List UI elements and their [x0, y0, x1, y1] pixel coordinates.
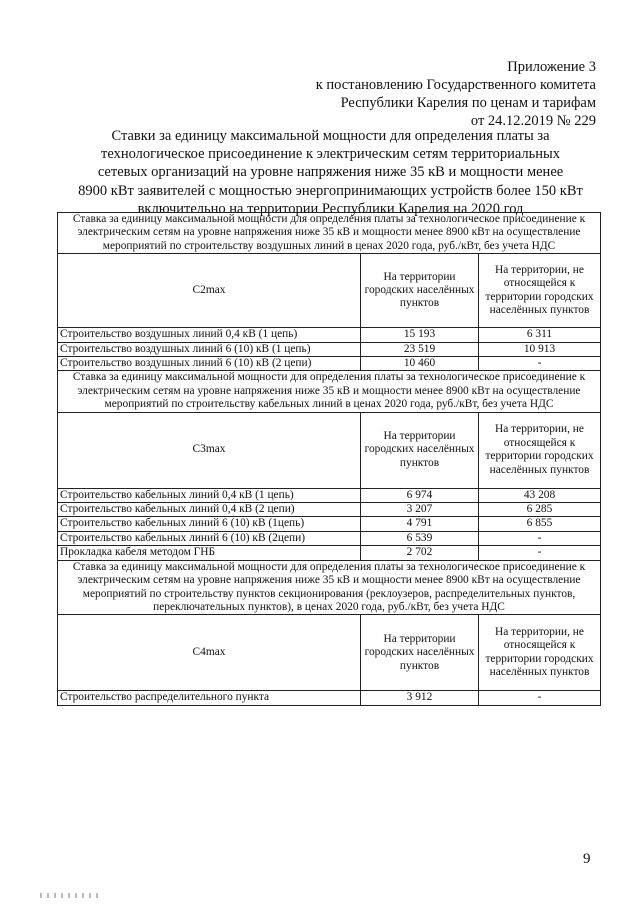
urban-value: 2 702 [361, 546, 479, 560]
appendix-line: Приложение 3 [507, 59, 596, 75]
section-caption-row [58, 213, 601, 254]
column-header-nonurban: На территории, не относящейся к территории городских населённых пунктов [479, 615, 601, 691]
section-caption-row [58, 560, 601, 615]
urban-value: 15 193 [361, 328, 479, 342]
row-name: Строительство кабельных линий 6 (10) кВ (1цепь) [58, 517, 361, 531]
column-header-urban: На территории городских населённых пунктов [361, 254, 479, 328]
nonurban-value: - [479, 357, 601, 371]
scan-artifact [40, 893, 100, 898]
urban-value: 6 974 [361, 488, 479, 502]
column-header-nonurban: На территории, не относящейся к территории городских населённых пунктов [479, 412, 601, 488]
column-header-urban: На территории городских населённых пунктов [361, 615, 479, 691]
table-row [58, 488, 601, 502]
section-caption-row [58, 371, 601, 412]
table-row [58, 546, 601, 560]
appendix-block [236, 58, 596, 130]
nonurban-value: 6 855 [479, 517, 601, 531]
appendix-line: от 24.12.2019 № 229 [470, 113, 596, 129]
title-line: технологическое присоединение к электрическим сетям территориальных [100, 146, 561, 163]
row-name: Строительство воздушных линий 6 (10) кВ (1 цепь) [58, 342, 361, 356]
row-name: Строительство распределительного пункта [58, 691, 361, 705]
table-row [58, 342, 601, 356]
row-name: Строительство воздушных линий 0,4 кВ (1 цепь) [58, 328, 361, 342]
nonurban-value: 43 208 [479, 488, 601, 502]
urban-value: 4 791 [361, 517, 479, 531]
nonurban-value: 10 913 [479, 342, 601, 356]
table-row [58, 531, 601, 545]
row-name: Строительство воздушных линий 6 (10) кВ (2 цепи) [58, 357, 361, 371]
table-row [58, 691, 601, 705]
rate-code: C3max [58, 412, 361, 488]
urban-value: 3 912 [361, 691, 479, 705]
column-header-row [58, 254, 601, 328]
title-line: сетевых организаций на уровне напряжения ниже 35 кВ и мощности менее [97, 164, 564, 181]
column-header-row [58, 412, 601, 488]
title-line: Ставки за единицу максимальной мощности для определения платы за [111, 128, 550, 144]
urban-value: 23 519 [361, 342, 479, 356]
section-caption: Ставка за единицу максимальной мощности для определения платы за технологическое присоединение к электрическим сетям на уровне напряжения ниже 35 кВ и мощности менее 8900 кВт на осуществление мероприятий по строительству воздушных линий в ценах 2020 года, руб./кВт, без учета НДС [58, 213, 601, 254]
section-caption: Ставка за единицу максимальной мощности для определения платы за технологическое присоединение к электрическим сетям на уровне напряжения ниже 35 кВ и мощности менее 8900 кВт на осуществление мероприятий по строительству кабельных линий в ценах 2020 года, руб./кВт, без учета НДС [58, 371, 601, 412]
rate-code: C4max [58, 615, 361, 691]
table-row [58, 328, 601, 342]
document-title [58, 127, 603, 218]
nonurban-value: 6 285 [479, 503, 601, 517]
rate-code: C2max [58, 254, 361, 328]
column-header-nonurban: На территории, не относящейся к территории городских населённых пунктов [479, 254, 601, 328]
section-caption: Ставка за единицу максимальной мощности для определения платы за технологическое присоединение к электрическим сетям на уровне напряжения ниже 35 кВ и мощности менее 8900 кВт на осуществление мероприятий по строительству пунктов секционирования (реклоузеров, распределительных пунктов, переключательных пунктов), в ценах 2020 года, руб./кВт, без учета НДС [58, 560, 601, 615]
nonurban-value: 6 311 [479, 328, 601, 342]
urban-value: 10 460 [361, 357, 479, 371]
row-name: Строительство кабельных линий 0,4 кВ (2 цепи) [58, 503, 361, 517]
page-number: 9 [583, 851, 591, 867]
column-header-urban: На территории городских населённых пунктов [361, 412, 479, 488]
title-line: 8900 кВт заявителей с мощностью энергопринимающих устройств более 150 кВт [78, 182, 583, 199]
table-row [58, 357, 601, 371]
urban-value: 6 539 [361, 531, 479, 545]
urban-value: 3 207 [361, 503, 479, 517]
row-name: Строительство кабельных линий 0,4 кВ (1 цепь) [58, 488, 361, 502]
nonurban-value: - [479, 531, 601, 545]
table-row [58, 517, 601, 531]
row-name: Прокладка кабеля методом ГНБ [58, 546, 361, 560]
nonurban-value: - [479, 691, 601, 705]
table-row [58, 503, 601, 517]
column-header-row [58, 615, 601, 691]
nonurban-value: - [479, 546, 601, 560]
title-line: включительно на территории Республики Карелия на 2020 год [137, 200, 524, 217]
appendix-line: Республики Карелия по ценам и тарифам [340, 95, 596, 111]
rates-table [57, 212, 601, 706]
row-name: Строительство кабельных линий 6 (10) кВ (2цепи) [58, 531, 361, 545]
appendix-line: к постановлению Государственного комитета [315, 77, 596, 93]
